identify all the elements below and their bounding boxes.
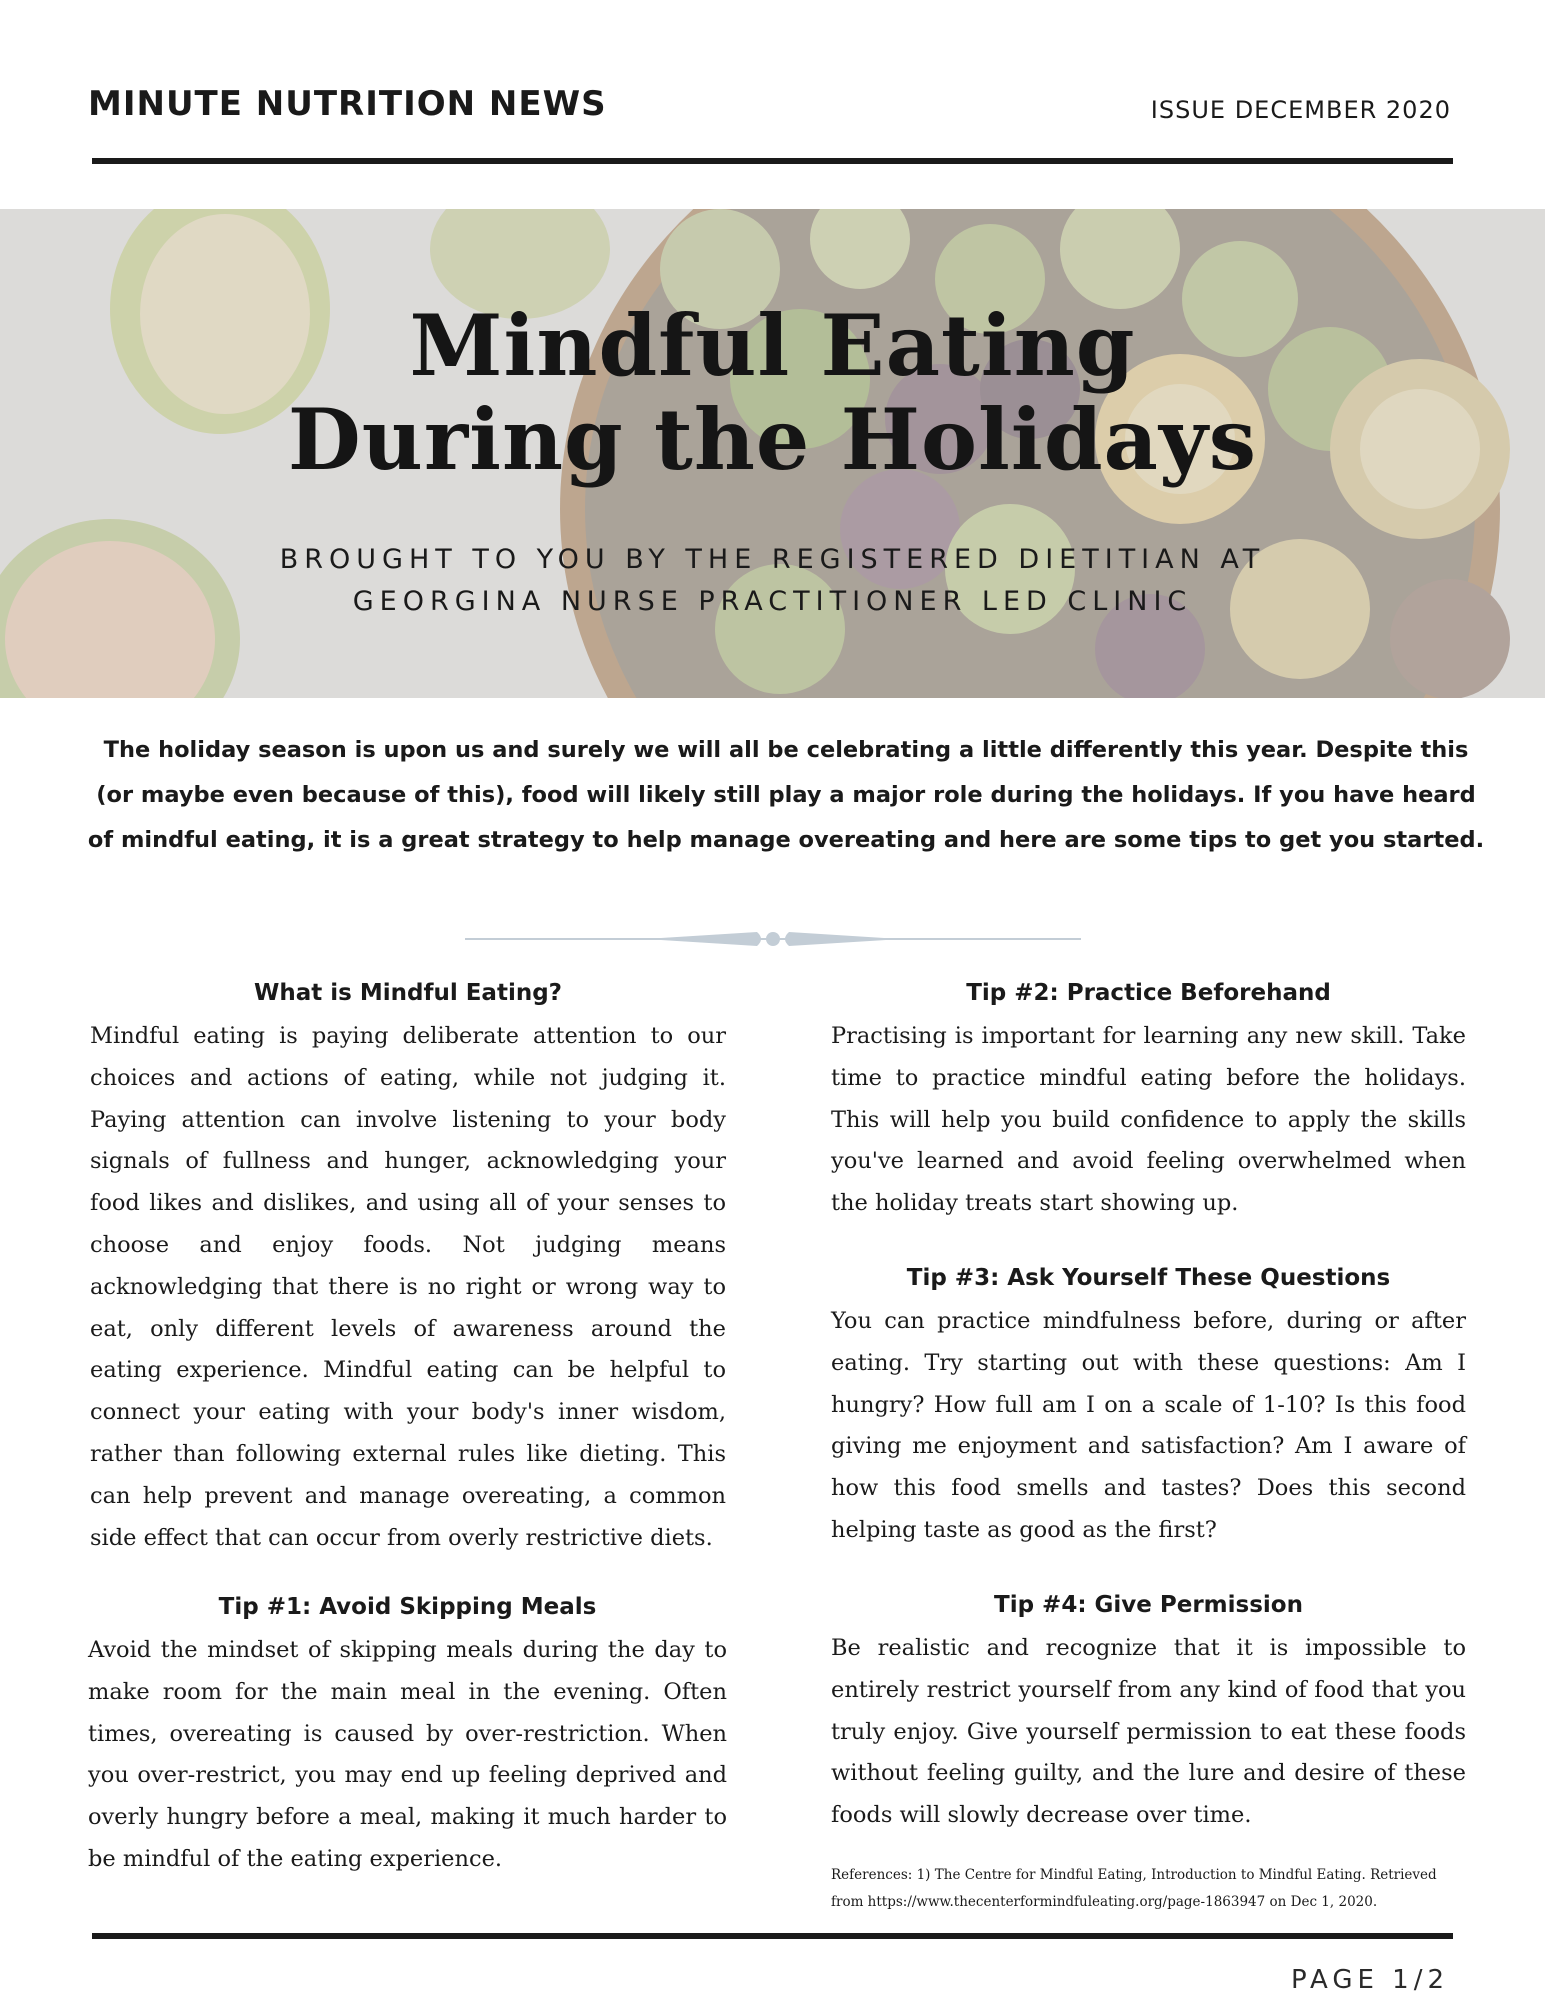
section-body: Be realistic and recognize that it is impossible to entirely restrict yourself from any kind of food that you truly enjoy. Give yourself permission to eat these foods without feeling guilty, and the lure and desire of these foods will slowly decrease over time. (831, 1635, 1466, 1829)
section-body: You can practice mindfulness before, during or after eating. Try starting out with these questions: Am I hungry? How full am I on a scale of 1-10? Is this food giving me enjoyment and satisfaction? Am I aware of how this food smells and tastes? Does this second helping taste as good as the first? (831, 1308, 1466, 1543)
section-tip-3 (831, 1263, 1466, 1552)
section-tip-4 (831, 1590, 1466, 1837)
issue-date: ISSUE DECEMBER 2020 (1150, 96, 1451, 124)
subtitle (0, 539, 1545, 623)
section-tip-2 (831, 978, 1466, 1225)
section-heading: Tip #3: Ask Yourself These Questions (906, 1265, 1391, 1291)
section-heading: What is Mindful Eating? (253, 980, 563, 1006)
hero-banner (0, 209, 1545, 698)
section-heading: Tip #4: Give Permission (994, 1592, 1303, 1618)
headline (0, 296, 1545, 489)
section-tip-1 (88, 1592, 727, 1881)
headline-line-1: Mindful Eating (409, 296, 1136, 395)
bottom-rule (92, 1933, 1453, 1939)
page-number: PAGE 1/2 (1290, 1965, 1449, 1995)
section-body: Practising is important for learning any new skill. Take time to practice mindful eating before the holidays. This will help you build confidence to apply the skills you've learned and avoid feeling overwhelmed when the holiday treats start showing up. (831, 1023, 1466, 1217)
section-body: Mindful eating is paying deliberate attention to our choices and actions of eating, while not judging it. Paying attention can involve listening to your body signals of fullness and hunger, acknowledging your food likes and dislikes, and using all of your senses to choose and enjoy foods. Not judging means acknowledging that there is no right or wrong way to eat, only different levels of awareness around the eating experience. Mindful eating can be helpful to connect your eating with your body's inner wisdom, rather than following external rules like dieting. This can help prevent and manage overeating, a common side effect that can occur from overly restrictive diets. (90, 1023, 726, 1551)
top-rule (92, 158, 1453, 164)
subtitle-line-1: BROUGHT TO YOU BY THE REGISTERED DIETITIAN AT (279, 544, 1266, 575)
references: References: 1) The Centre for Mindful Eating, Introduction to Mindful Eating. Retrieved from https://www.thecenterformindfuleating.org/page-1863947 on Dec 1, 2020. (831, 1867, 1437, 1910)
ornamental-divider (465, 927, 1081, 951)
intro-paragraph: The holiday season is upon us and surely we will all be celebrating a little differently this year. Despite this (or maybe even because of this), food will likely still play a major role during the holidays. If you have heard of mindful eating, it is a great strategy to help manage overeating and here are some tips to get you started. (87, 737, 1485, 853)
section-body: Avoid the mindset of skipping meals during the day to make room for the main meal in the evening. Often times, overeating is caused by over-restriction. When you over-restrict, you may end up feeling deprived and overly hungry before a meal, making it much harder to be mindful of the eating experience. (88, 1637, 727, 1872)
section-heading: Tip #1: Avoid Skipping Meals (218, 1594, 597, 1620)
masthead (88, 80, 1451, 130)
section-what-is-mindful-eating (90, 978, 726, 1559)
headline-line-2: During the Holidays (287, 390, 1258, 489)
newsletter-brand: MINUTE NUTRITION NEWS (88, 84, 607, 124)
subtitle-line-2: GEORGINA NURSE PRACTITIONER LED CLINIC (352, 586, 1193, 617)
section-heading: Tip #2: Practice Beforehand (966, 980, 1331, 1006)
